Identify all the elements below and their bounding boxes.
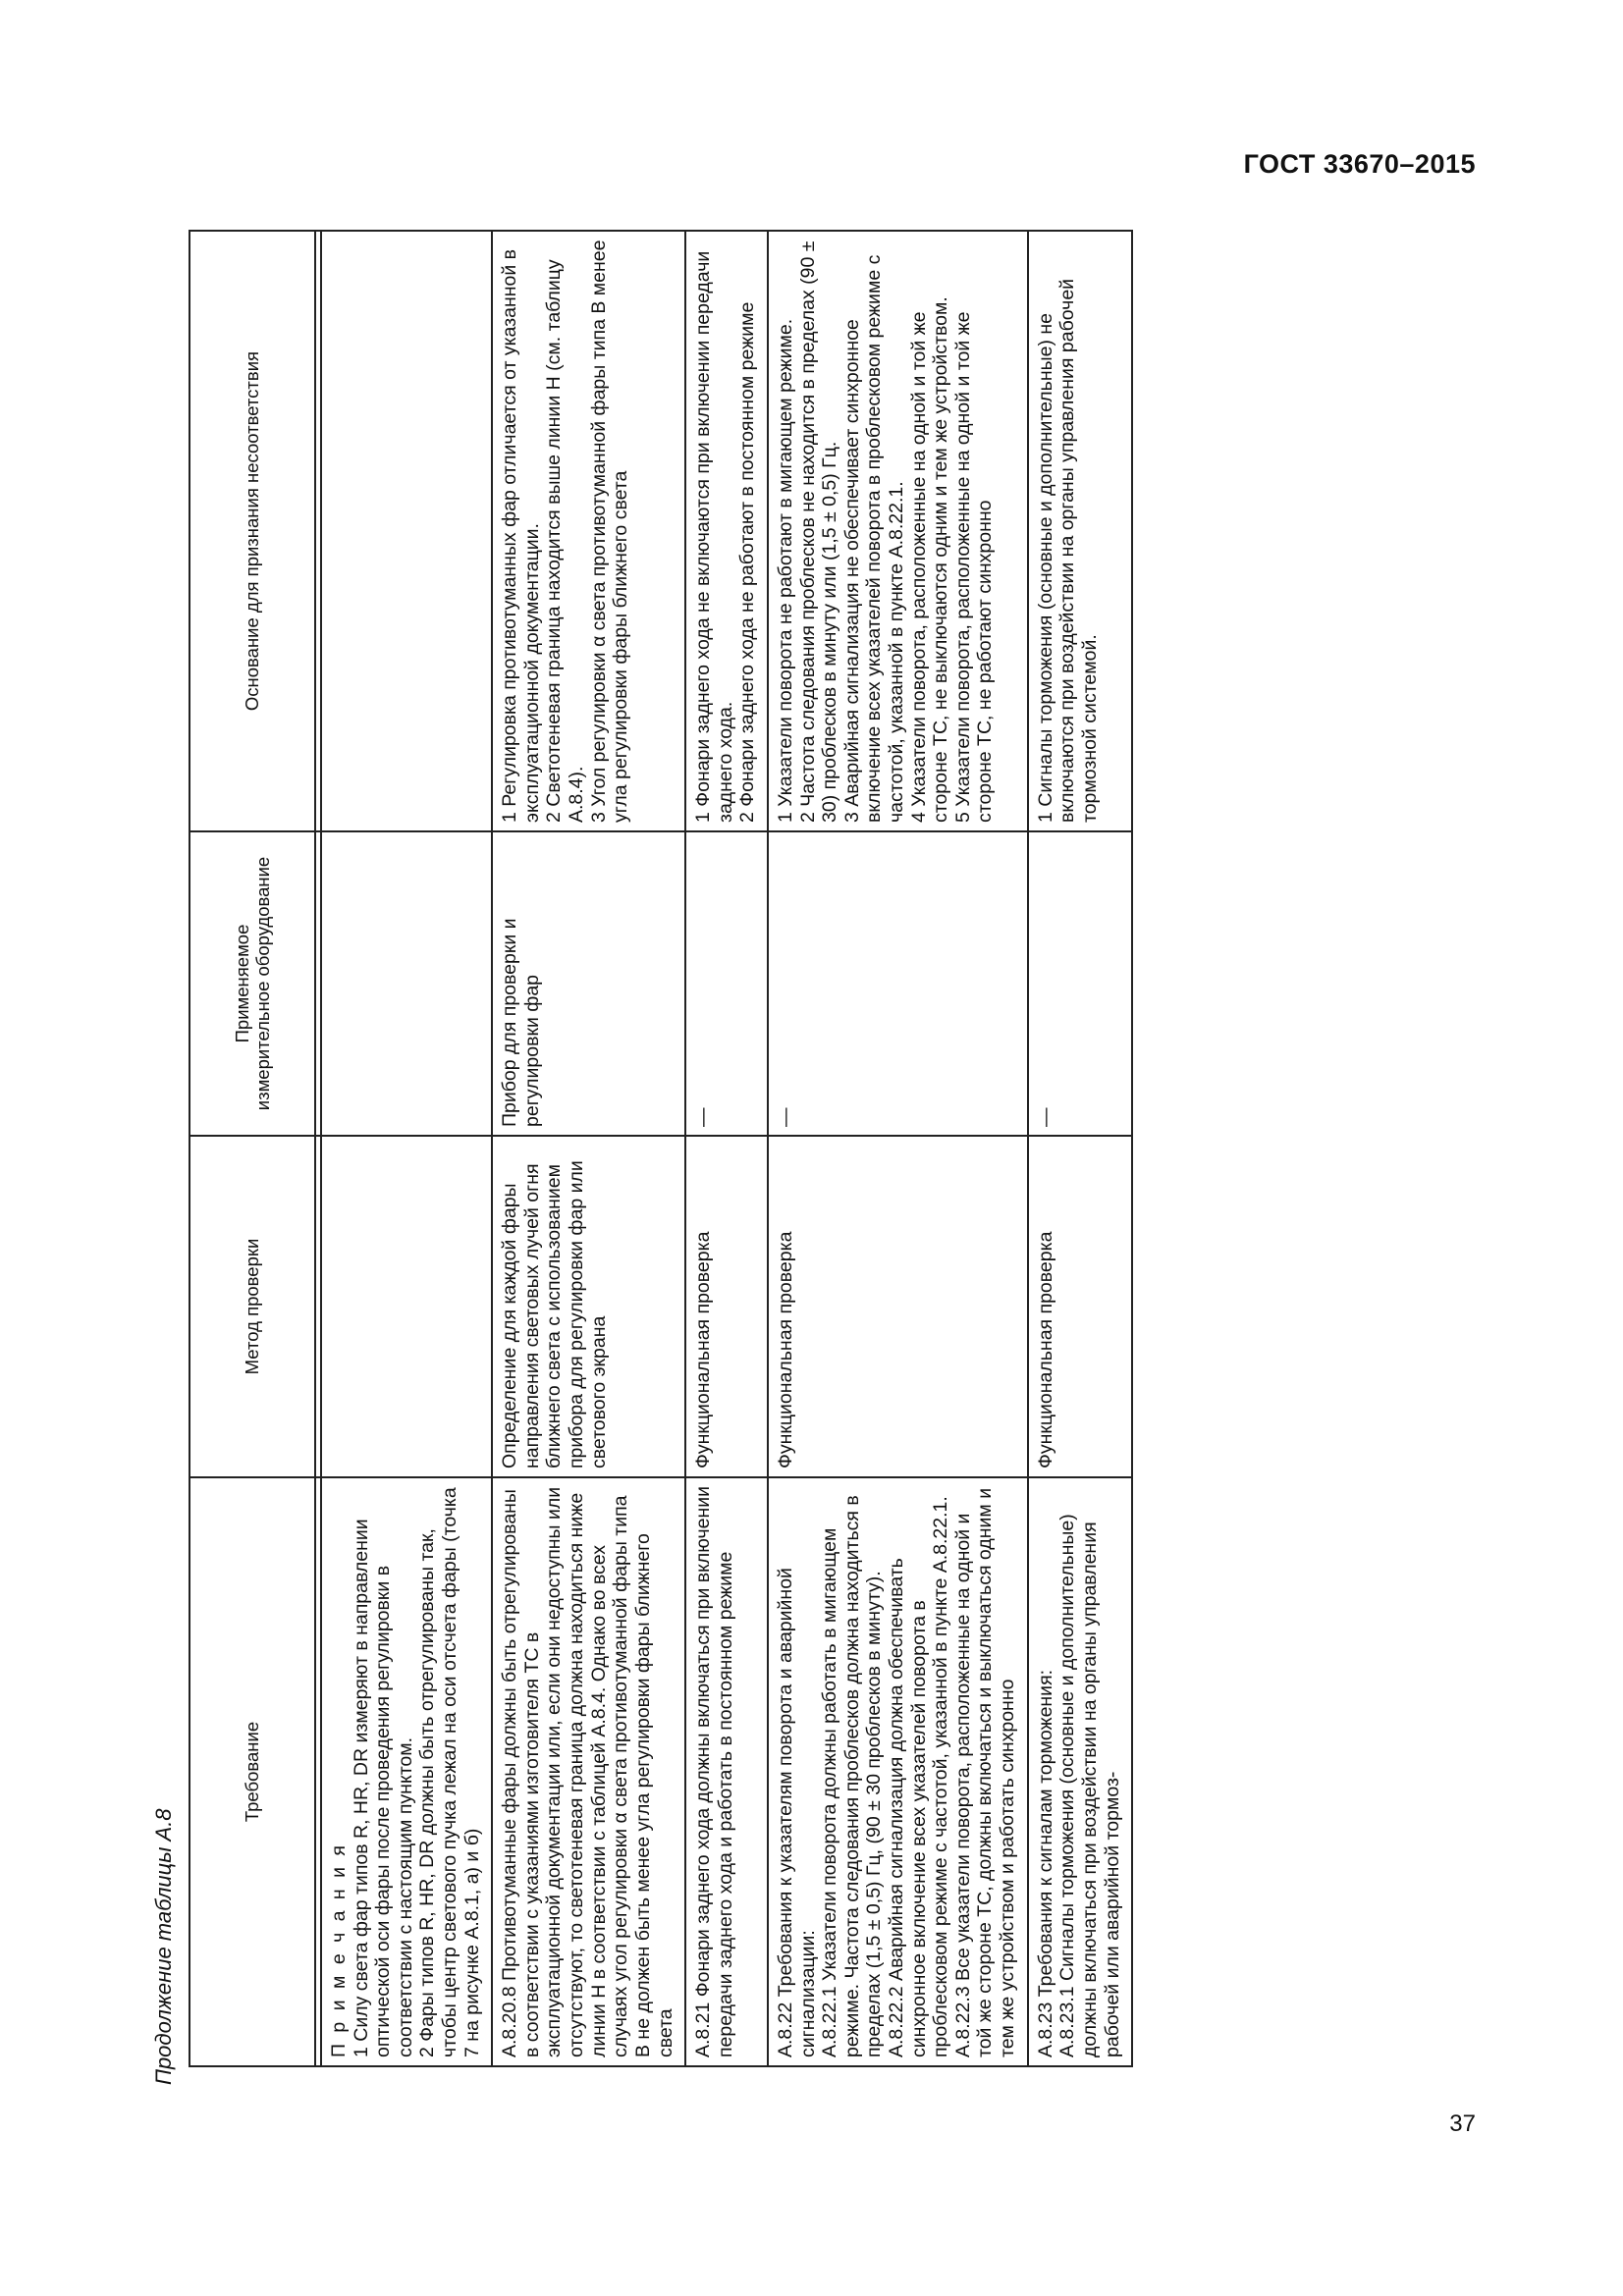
note-item: 1 Силу света фар типов R, HR, DR измеряют в направлении оптической оси фары после проведения регулировки в соответствии с настоящим пунктом. xyxy=(350,1519,416,2057)
basis-item: 1 Регулировка противотуманных фар отличается от указанной в эксплуатационной документации. xyxy=(499,248,543,823)
header-method: Метод проверки xyxy=(189,1136,315,1477)
basis-item: 1 Фонари заднего хода не включаются при включении передачи заднего хода. xyxy=(692,250,736,823)
header-basis: Основание для признания несоответствия xyxy=(189,231,315,831)
cell-method xyxy=(321,1136,492,1477)
cell-method: Функциональная проверка xyxy=(685,1136,768,1477)
table-row xyxy=(768,231,1028,2066)
cell-equipment: — xyxy=(685,831,768,1136)
cell-requirement xyxy=(685,1477,768,2066)
requirement-text: А.8.23 Требования к сигналам торможения: xyxy=(1034,1669,1056,2057)
header-requirement: Требование xyxy=(189,1477,315,2066)
table-caption: Продолжение таблицы А.8 xyxy=(151,1808,176,2085)
basis-item: 1 Сигналы торможения (основные и дополнительные) не включаются при воздействии на органы управления рабочей тормозной системой. xyxy=(1034,278,1101,823)
cell-method: Функциональная проверка xyxy=(768,1136,1028,1477)
cell-requirement xyxy=(1028,1477,1132,2066)
requirements-table xyxy=(189,230,1133,2067)
requirement-text: А.8.20.8 Противотуманные фары должны быть отрегулированы в соответствии с указаниями изготовителя ТС в эксплуатационной документации или, если они недоступны или отсутствуют, то светотеневая граница должна находиться ниже линии H в соответствии с таблицей А.8.4. Однако во всех случаях угол регулировки α света противотуманной фары типа В не должен быть менее угла регулировки фары ближнего света xyxy=(499,1486,676,2057)
cell-equipment: — xyxy=(768,831,1028,1136)
note-item: 2 Фары типов R, HR, DR должны быть отрегулированы так, чтобы центр светового пучка лежал на оси отсчета фары (точка 7 на рисунке А.8.1, а) и б) xyxy=(416,1487,483,2057)
requirement-text: А.8.22.2 Аварийная сигнализация должна обеспечивать синхронное включение всех указателей поворота в проблесковом режиме с частотой, указанной в пункте А.8.22.1. xyxy=(886,1496,952,2057)
document-header: ГОСТ 33670–2015 xyxy=(1243,149,1476,179)
requirement-text: А.8.22.3 Все указатели поворота, расположенные на одной и той же стороне ТС, должны включаться и выключаться одним и тем же устройством и работать синхронно xyxy=(951,1487,1019,2057)
header-equipment-line1: Применяемое xyxy=(231,924,252,1043)
cell-equipment xyxy=(321,831,492,1136)
table-row xyxy=(685,231,768,2066)
notes-title: П р и м е ч а н и я xyxy=(328,1842,350,2057)
requirement-text: А.8.22.1 Указатели поворота должны работать в мигающем режиме. Частота следования проблесков должна находиться в пределах (1,5 ± 0,5) Гц, (90 ± 30 проблесков в минуту). xyxy=(819,1495,886,2057)
cell-basis xyxy=(492,231,685,831)
basis-item: 3 Угол регулировки α света противотуманной фары типа В менее угла регулировки фары ближнего света xyxy=(587,240,632,823)
cell-basis xyxy=(685,231,768,831)
cell-requirement xyxy=(321,1477,492,2066)
cell-requirement xyxy=(492,1477,685,2066)
basis-item: 1 Указатели поворота не работают в мигающем режиме. xyxy=(774,318,796,823)
cell-method: Функциональная проверка xyxy=(1028,1136,1132,1477)
requirement-text: А.8.22 Требования к указателям поворота и аварийной сигнализации: xyxy=(774,1568,819,2057)
basis-item: 2 Фонари заднего хода не работают в постоянном режиме xyxy=(736,301,759,823)
header-equipment-line2: измерительное оборудование xyxy=(252,856,273,1111)
cell-basis xyxy=(768,231,1028,831)
cell-basis xyxy=(1028,231,1132,831)
requirement-text: А.8.21 Фонари заднего хода должны включаться при включении передачи заднего хода и работать в постоянном режиме xyxy=(692,1485,736,2057)
cell-requirement xyxy=(768,1477,1028,2066)
basis-item: 3 Аварийная сигнализация не обеспечивает синхронное включение всех указателей поворота в проблесковом режиме с частотой, указанной в пункте А.8.22.1. xyxy=(840,254,908,823)
cell-basis xyxy=(321,231,492,831)
rotated-table-block xyxy=(147,228,1470,2085)
table-row xyxy=(321,231,492,2066)
basis-item: 2 Частота следования проблесков не находится в пределах (90 ± 30) проблесков в минуту или (1,5 ± 0,5) Гц. xyxy=(796,240,841,823)
header-equipment xyxy=(189,831,315,1136)
basis-item: 2 Светотеневая граница находится выше линии H (см. таблицу А.8.4). xyxy=(543,259,588,823)
cell-equipment: — xyxy=(1028,831,1132,1136)
page-number: 37 xyxy=(1449,2110,1476,2137)
table-row xyxy=(1028,231,1132,2066)
basis-item: 4 Указатели поворота, расположенные на одной и той же стороне ТС, не выключаются одним и тем же устройством. xyxy=(907,296,952,823)
requirement-text: А.8.23.1 Сигналы торможения (основные и дополнительные) должны включаться при воздействии на органы управления рабочей или аварийной тормоз- xyxy=(1056,1514,1123,2057)
table-header-row xyxy=(189,231,315,2066)
basis-item: 5 Указатели поворота, расположенные на одной и той же стороне ТС, не работают синхронно xyxy=(951,311,997,823)
cell-equipment: Прибор для проверки и регулировки фар xyxy=(492,831,685,1136)
cell-method: Определение для каждой фары направления световых лучей огня ближнего света с использованием прибора для регулировки фар или светового экрана xyxy=(492,1136,685,1477)
table-row xyxy=(492,231,685,2066)
